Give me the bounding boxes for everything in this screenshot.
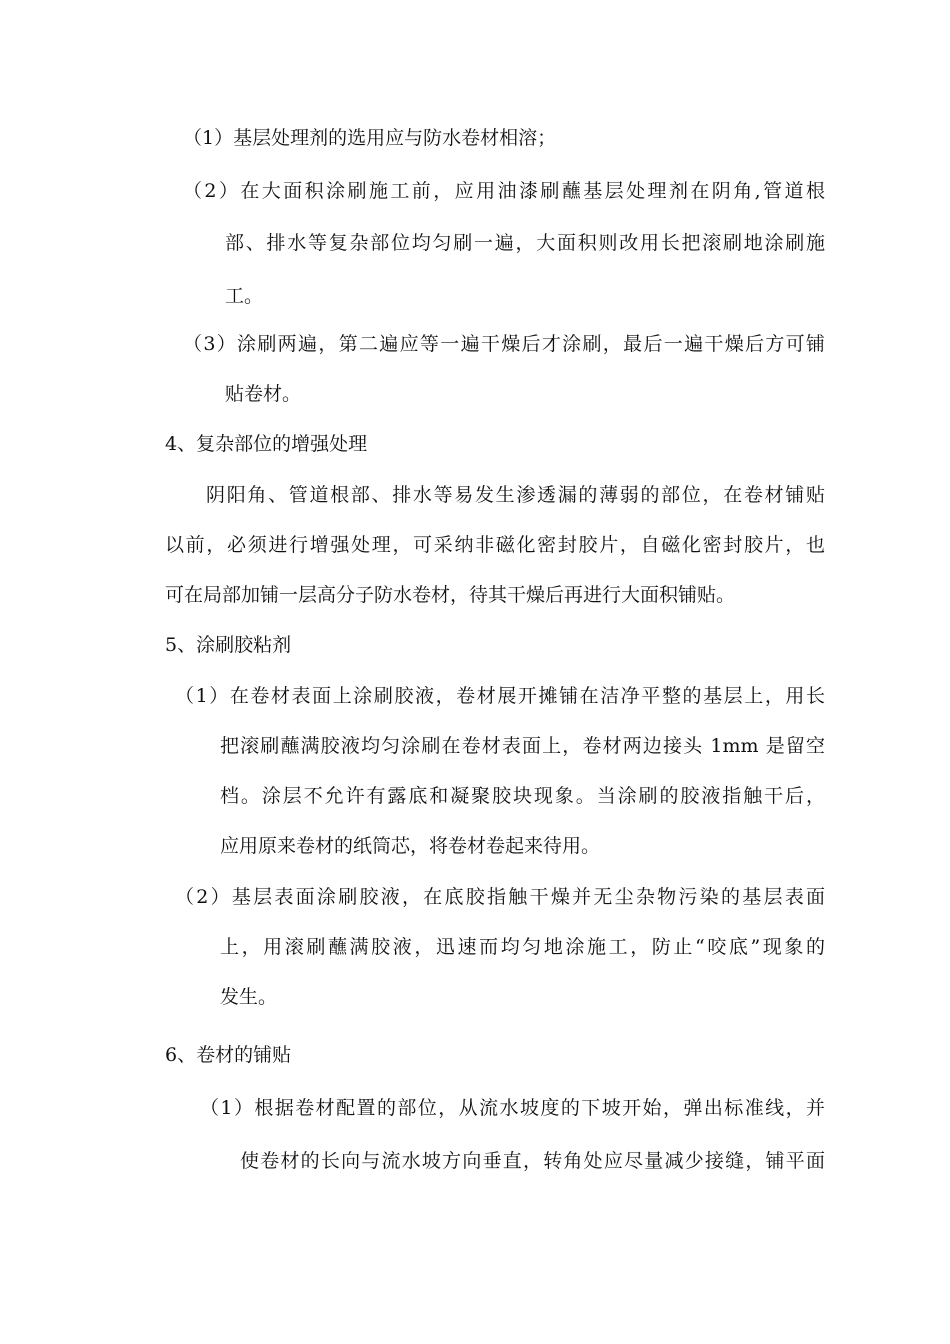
list-item-5-1-line-3: 档。涂层不允许有露底和凝聚胶块现象。当涂刷的胶液指触干后， <box>220 785 825 807</box>
paragraph-4-line-1: 阴阳角、管道根部、排水等易发生渗透漏的薄弱的部位，在卷材铺贴 <box>206 484 825 506</box>
paragraph-4-line-2: 以前，必须进行增强处理，可采纳非磁化密封胶片，自磁化密封胶片，也 <box>165 534 825 556</box>
list-item-2-line-2: 部、排水等复杂部位均匀刷一遍，大面积则改用长把滚刷地涂刷施 <box>225 232 825 254</box>
list-item-2-line-3: 工。 <box>225 285 264 307</box>
list-item-3-line-2: 贴卷材。 <box>225 383 302 405</box>
section-heading-6: 6、卷材的铺贴 <box>165 1044 292 1066</box>
list-item-5-2-line-3: 发生。 <box>220 986 278 1008</box>
section-heading-4: 4、复杂部位的增强处理 <box>165 433 368 455</box>
list-item-5-1-line-2: 把滚刷蘸满胶液均匀涂刷在卷材表面上，卷材两边接头 1mm 是留空 <box>220 735 825 757</box>
section-heading-5: 5、涂刷胶粘剂 <box>165 634 292 656</box>
list-item-5-1-line-1: （1）在卷材表面上涂刷胶液，卷材展开摊铺在洁净平整的基层上，用长 <box>175 685 825 707</box>
list-item-2-line-1: （2）在大面积涂刷施工前，应用油漆刷蘸基层处理剂在阴角,管道根 <box>183 180 825 202</box>
list-item-6-1-line-1: （1）根据卷材配置的部位，从流水坡度的下坡开始，弹出标准线，并 <box>200 1097 825 1119</box>
paragraph-4-line-3: 可在局部加铺一层高分子防水卷材，待其干燥后再进行大面积铺贴。 <box>165 584 736 606</box>
list-item-5-1-line-4: 应用原来卷材的纸筒芯，将卷材卷起来待用。 <box>220 835 601 857</box>
list-item-3-line-1: （3）涂刷两遍，第二遍应等一遍干燥后才涂刷，最后一遍干燥后方可铺 <box>183 333 825 355</box>
list-item-6-1-line-2: 使卷材的长向与流水坡方向垂直，转角处应尽量减少接缝，铺平面 <box>240 1150 825 1172</box>
list-item-1-line-1: （1）基层处理剂的选用应与防水卷材相溶； <box>183 127 557 149</box>
list-item-5-2-line-1: （2）基层表面涂刷胶液，在底胶指触干燥并无尘杂物污染的基层表面 <box>175 886 825 908</box>
list-item-5-2-line-2: 上，用滚刷蘸满胶液，迅速而均匀地涂施工，防止“咬底”现象的 <box>220 936 825 958</box>
